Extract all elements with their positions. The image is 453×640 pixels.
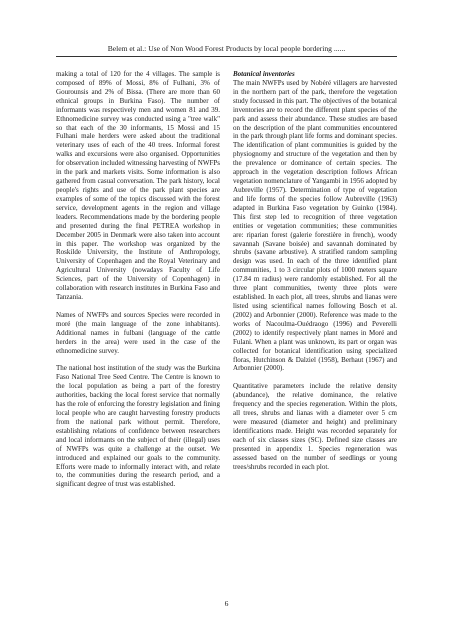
body-paragraph: The main NWFPs used by Nobéré villagers are harvested in the northern part of the park, therefore the vegetation study focussed in this part. The objectives of the botanical inventories are to record the different plant species of the park and assess their abundance. These studies are based on the description of the plant communities encountered in the park through plant life forms and dominant species. The identification of plant communities is guided by the physiognomy and structure of the vegetation and then by the prevalence or dominance of certain species. The approach in the vegetation description follows African vegetation nomenclature of Yangambi in 1956 adopted by Aubreville (1957). Determination of type of vegetation and life forms of the species follow Aubreville (1963) adapted in Burkina Faso vegetation by Guinko (1984). This first step led to recognition of three vegetation entities or vegetation communities; these communities are: riparian forest (galerie forestière in french), woody savannah (Savane boisée) and savannah dominated by shrubs (savane arbustive). A stratified random sampling design was used. In each of the three identified plant communities, 1 to 3 circular plots of 1000 meters square (17.84 m radius) were randomly established. For all the three plant communities, twenty three plots were established. In each plot, all trees, shrubs and lianas were listed using scientifical names following Bosch et al. (2002) and Arbonnier (2000). Reference was made to the works of Nacoulma-Ouédraogo (1996) and Peverelli (2002) to identify respectively plant names in Moré and Fulani. When a plant was unknown, its part or organ was collected for botanical identification using specialized floras, Hutchinson & Dalziel (1958), Berhaut (1967) and Arbonnier (2000). — [233, 78, 397, 373]
page-number: 6 — [224, 599, 229, 608]
body-paragraph: Quantitative parameters include the relative density (abundance), the relative dominance, the relative frequency and the species regeneration. Within the plots, all trees, shrubs and lianas with a diameter over 5 cm were measured (diameter and height) and preliminary identifications made. Height was recorded separately for each of six classes sizes (SC). Defined size classes are presented in appendix 1. Species regeneration was assessed based on the number of seedlings or young trees/shrubs recorded in each plot. — [233, 382, 397, 471]
body-paragraph: The national host institution of the study was the Burkina Faso National Tree Seed Centre. The Centre is known to the local population as being a part of the forestry authorities, backing the local forest service that normally has the role of enforcing the forestry legislation and fining local people who are caught harvesting forestry products from the national park without permit. Therefore, establishing relations of confidence between researchers and local informants on the subject of their (illegal) uses of NWFPs was quite a challenge at the outset. We introduced and explained our goals to the community. Efforts were made to informally interact with, and relate to, the communities during the research period, and a significant degree of trust was established. — [56, 364, 220, 489]
left-column — [56, 70, 220, 489]
right-column — [233, 70, 397, 471]
body-paragraph: Names of NWFPs and sources Species were recorded in moré (the main language of the zone inhabitants). Additional names in fulbani (language of the cattle herders in the area) were used in the case of the ethnomedicine survey. — [56, 310, 220, 355]
header-rule — [56, 56, 397, 57]
running-header: Belem et al.: Use of Non Wood Forest Products by local people bordering ...... — [107, 44, 346, 53]
section-subheading: Botanical inventories — [233, 70, 295, 78]
body-paragraph: making a total of 120 for the 4 villages. The sample is composed of 89% of Mossi, 8% of Fulhani, 3% of Gourounsis and 2% of Bissa. (There are more than 60 ethnical groups in Burkina Faso). The number of informants was respectively men and women 81 and 39. Ethnomedicine survey was conducted using a "tree walk" so that each of the 30 informants, 15 Mossi and 15 Fulhani male herders were asked about the traditional veterinary uses of each of the 40 trees. Informal forest walks and excursions were also organised. Opportunities for observation included witnessing harvesting of NWFPs in the park and markets visits. Some information is also gathered from casual conversation. The park history, local people's rights and use of the park plant species are examples of some of the topics discussed with the forest service, development agents in the region and village leaders. Recommendations made by the bordering people and presented during the final PETREA workshop in December 2005 in Denmark were also taken into account in this paper. The workshop was organized by the Roskilde University, the Institute of Anthropology, University of Copenhagen and the Royal Veterinary and Agricultural University (nowadays Faculty of Life Sciences, part of the University of Copenhagen) in collaboration with research institutes in Burkina Faso and Tanzania. — [56, 70, 220, 302]
